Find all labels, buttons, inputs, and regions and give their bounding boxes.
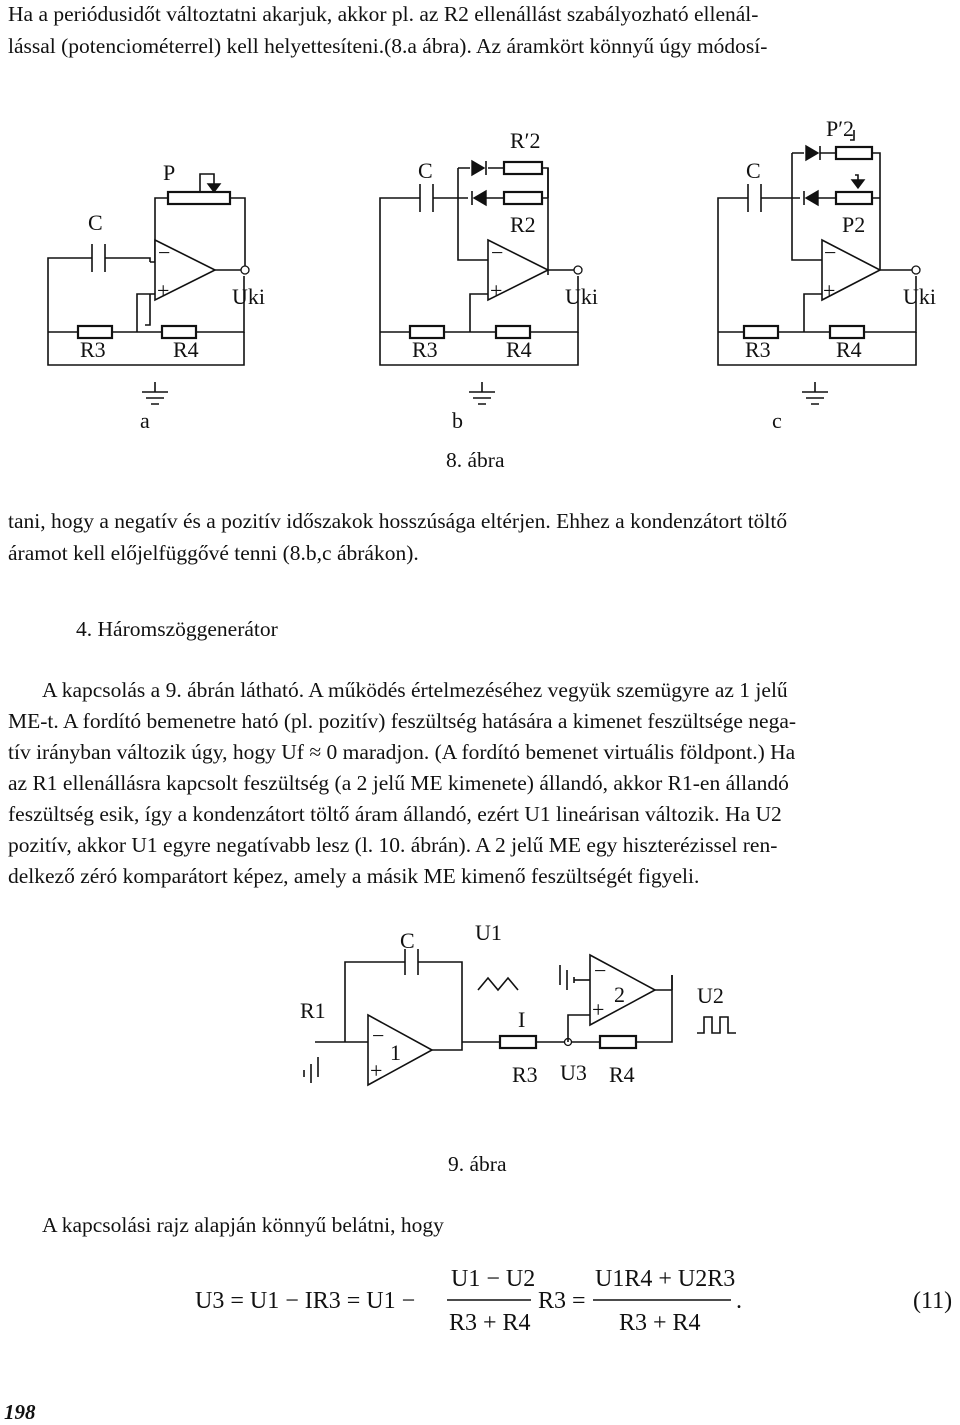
panel-c-label: c — [772, 408, 782, 433]
label-b-minus: − — [491, 240, 504, 265]
label-a-minus: − — [158, 240, 171, 265]
closing-line: A kapcsolási rajz alapján könnyű belátni, hogy — [42, 1213, 444, 1237]
panel-b-label: b — [452, 408, 463, 433]
eq-number: (11) — [913, 1288, 953, 1314]
label-a-R4: R4 — [173, 337, 199, 362]
eq-frac2-den: R3 + R4 — [619, 1310, 701, 1336]
label-9-op1-minus: − — [372, 1023, 385, 1048]
label-c-P2p: P′2 — [826, 116, 855, 141]
label-9-I: I — [518, 1007, 526, 1032]
label-b-R3: R3 — [412, 337, 438, 362]
label-9-C: C — [400, 928, 415, 953]
page-number: 198 — [4, 1400, 36, 1424]
label-b-R2: R2 — [510, 212, 536, 237]
figure-8-caption: 8. ábra — [446, 448, 505, 472]
intro-line-1: Ha a periódusidőt változtatni akarjuk, akkor pl. az R2 ellenállást szabályozható ellenál- — [8, 2, 759, 26]
figure-9-caption: 9. ábra — [448, 1152, 507, 1176]
label-b-C: C — [418, 158, 433, 183]
figure-9 — [0, 915, 960, 1135]
label-c-R4: R4 — [836, 337, 862, 362]
eq-end: . — [736, 1288, 742, 1314]
main-line-1: A kapcsolás a 9. ábrán látható. A működés értelmezéséhez vegyük szemügyre az 1 jelű — [42, 678, 788, 702]
circuit-a — [48, 160, 265, 433]
main-line-2: ME-t. A fordító bemenetre ható (pl. pozitív) feszültség hatására a kimenet feszültsége nega- — [8, 709, 797, 733]
label-9-R3: R3 — [512, 1062, 538, 1087]
circuit-b — [380, 128, 598, 433]
label-c-plus: + — [823, 278, 836, 303]
main-line-5: feszültség esik, így a kondenzátort töltő áram állandó, ezért U1 lineárisan változik. Ha U2 — [8, 802, 782, 826]
panel-a-label: a — [140, 408, 150, 433]
label-9-R1: R1 — [300, 998, 326, 1023]
label-a-plus: + — [157, 278, 170, 303]
label-c-C: C — [746, 158, 761, 183]
label-a-Uki: Uki — [232, 284, 265, 309]
label-b-Uki: Uki — [565, 284, 598, 309]
label-9-U1: U1 — [475, 920, 502, 945]
section-title: 4. Háromszöggenerátor — [76, 617, 278, 641]
after-fig8-line-1: tani, hogy a negatív és a pozitív időszakok hosszúsága eltérjen. Ehhez a kondenzátort töltő — [8, 509, 788, 533]
label-c-Uki: Uki — [903, 284, 936, 309]
label-9-op1-plus: + — [370, 1058, 383, 1083]
intro-line-2: lással (potenciométerrel) kell helyettesíteni.(8.a ábra). Az áramkört könnyű úgy módosí- — [8, 34, 768, 58]
label-c-P2: P2 — [842, 212, 866, 237]
equation-11 — [195, 1262, 960, 1342]
eq-frac1-num: U1 − U2 — [451, 1266, 536, 1292]
label-9-U3: U3 — [560, 1060, 587, 1085]
label-c-minus: − — [824, 240, 837, 265]
main-line-6: pozitív, akkor U1 egyre negatívabb lesz (l. 10. ábrán). A 2 jelű ME egy hiszterézissel ren- — [8, 833, 778, 857]
main-line-7: delkező zéró komparátort képez, amely a másik ME kimenő feszültségét figyeli. — [8, 864, 700, 888]
label-9-op1: 1 — [390, 1040, 401, 1065]
eq-after-frac1: R3 = — [538, 1288, 586, 1314]
eq-frac1-den: R3 + R4 — [449, 1310, 531, 1336]
label-9-op2-plus: + — [592, 997, 605, 1022]
label-9-op2-minus: − — [594, 958, 607, 983]
eq-frac2-num: U1R4 + U2R3 — [595, 1266, 736, 1292]
label-b-R4: R4 — [506, 337, 532, 362]
circuit-c — [718, 116, 936, 433]
label-a-P: P — [163, 160, 176, 185]
label-b-R2p: R′2 — [510, 128, 541, 153]
label-c-R3: R3 — [745, 337, 771, 362]
label-9-U2: U2 — [697, 983, 724, 1008]
main-line-4: az R1 ellenállásra kapcsolt feszültség (a 2 jelű ME kimenete) állandó, akkor R1-en állandó — [8, 771, 789, 795]
label-a-C: C — [88, 210, 103, 235]
label-a-R3: R3 — [80, 337, 106, 362]
label-b-plus: + — [490, 278, 503, 303]
label-9-op2: 2 — [614, 982, 625, 1007]
eq-lhs: U3 = U1 − IR3 = U1 − — [195, 1288, 416, 1314]
label-9-R4: R4 — [609, 1062, 635, 1087]
main-line-3: tív irányban változik úgy, hogy Uf ≈ 0 maradjon. (A fordító bemenet virtuális földpont.) Ha — [8, 740, 796, 764]
after-fig8-line-2: áramot kell előjelfüggővé tenni (8.b,c ábrákon). — [8, 541, 419, 565]
